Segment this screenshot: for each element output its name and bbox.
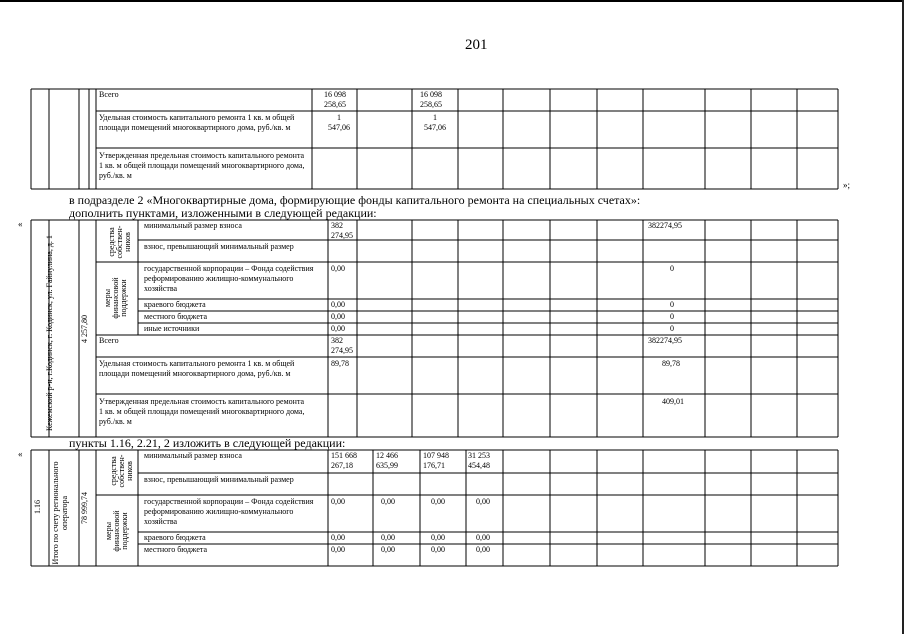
table1-row-total-c2: 16 098 258,65 xyxy=(420,90,442,109)
table2-row-min-total: 382274,95 xyxy=(648,221,682,230)
table2-row-other-total: 0 xyxy=(670,324,674,333)
table1-row-limit-cost-label: Утвержденная предельная стоимость капитального ремонта 1 кв. м общей площади помещений многоквартирного дома, руб./кв. м xyxy=(99,151,305,180)
table2-row-total-total: 382274,95 xyxy=(648,336,682,345)
table2-row-total-label: Всего xyxy=(99,336,119,345)
table3-group-support: меры финансовой поддержки xyxy=(104,510,129,552)
table2-group-support: меры финансовой поддержки xyxy=(103,277,128,319)
table2-row-local-c1: 0,00 xyxy=(331,312,345,321)
table3-row-regional-c3: 0,00 xyxy=(431,533,445,542)
table3-row-fund-label: государственной корпорации – Фонда содействия реформированию жилищно-коммунального хозяйства xyxy=(144,497,314,526)
items-heading: пункты 1.16, 2.21, 2 изложить в следующей редакции: xyxy=(69,436,346,450)
table2-row-limit-cost-label: Утвержденная предельная стоимость капитального ремонта 1 кв. м общей площади помещений многоквартирного дома, руб./кв. м xyxy=(99,397,305,426)
table3-open-mark: « xyxy=(18,449,23,459)
table2-group-owners: средства собствен-ников xyxy=(107,225,132,259)
table2-row-limit-cost-total: 409,01 xyxy=(662,397,684,406)
table1-row-unit-cost-c1: 1 547,06 xyxy=(328,113,350,132)
table2-row-min-label: минимальный размер взноса xyxy=(144,221,242,230)
table3-row-regional-c4: 0,00 xyxy=(476,533,490,542)
table2-row-extra-label: взнос, превышающий минимальный размер xyxy=(144,242,294,251)
table3-row-local-label: местного бюджета xyxy=(144,545,208,554)
section2-subheading: дополнить пунктами, изложенными в следующей редакции: xyxy=(69,206,377,220)
table2-area: 4 257,80 xyxy=(80,315,89,343)
table3-row-min-c1: 151 668 267,18 xyxy=(331,451,357,470)
table2-row-regional-total: 0 xyxy=(670,300,674,309)
table3-item-no: 1.16 xyxy=(33,500,42,514)
table1-row-unit-cost-label: Удельная стоимость капитального ремонта 1 кв. м общей площади помещений многоквартирного дома, руб./кв. м xyxy=(99,113,295,132)
table2-row-other-label: иные источники xyxy=(144,324,200,333)
table2-row-total-c1: 382 274,95 xyxy=(331,336,353,355)
table2-row-local-total: 0 xyxy=(670,312,674,321)
table3-row-min-label: минимальный размер взноса xyxy=(144,451,242,460)
page-number: 201 xyxy=(465,37,488,53)
table3-row-min-c2: 12 466 635,99 xyxy=(376,451,398,470)
table1-row-total-c1: 16 098 258,65 xyxy=(324,90,346,109)
table1-end-mark: »; xyxy=(843,180,851,190)
table3-area: 78 999,74 xyxy=(80,492,89,524)
table3-row-regional-c2: 0,00 xyxy=(381,533,395,542)
table3-group-owners: средства собствен-ников xyxy=(109,454,134,488)
table2-row-fund-c1: 0,00 xyxy=(331,264,345,273)
table3-row-fund-c3: 0,00 xyxy=(431,497,445,506)
table3-row-local-c1: 0,00 xyxy=(331,545,345,554)
table2-row-regional-label: краевого бюджета xyxy=(144,300,206,309)
table3-row-regional-c1: 0,00 xyxy=(331,533,345,542)
table2-row-unit-cost-total: 89,78 xyxy=(662,359,680,368)
table3-row-min-c3: 107 948 176,71 xyxy=(423,451,449,470)
table2-row-unit-cost-label: Удельная стоимость капитального ремонта 1 кв. м общей площади помещений многоквартирного дома, руб./кв. м xyxy=(99,359,295,378)
table3-total-label: Итого по счету регионального оператора xyxy=(51,461,69,565)
table3-row-fund-c2: 0,00 xyxy=(381,497,395,506)
table3-row-fund-c4: 0,00 xyxy=(476,497,490,506)
table2-row-regional-c1: 0,00 xyxy=(331,300,345,309)
table2-row-other-c1: 0,00 xyxy=(331,324,345,333)
table2-row-local-label: местного бюджета xyxy=(144,312,208,321)
table2-row-min-c1: 382 274,95 xyxy=(331,221,353,240)
table2-address: Кежемский р-н, г.Кодинск, г. Кодинск, ул. Гайнулина, д. 1 xyxy=(45,235,54,431)
table1-row-unit-cost-c2: 1 547,06 xyxy=(424,113,446,132)
table2-open-mark: « xyxy=(18,219,23,229)
table3-row-regional-label: краевого бюджета xyxy=(144,533,206,542)
table2-row-fund-label: государственной корпорации – Фонда содействия реформированию жилищно-коммунального хозяйства xyxy=(144,264,314,293)
table3-row-local-c4: 0,00 xyxy=(476,545,490,554)
table3-row-extra-label: взнос, превышающий минимальный размер xyxy=(144,475,294,484)
table3-row-fund-c1: 0,00 xyxy=(331,497,345,506)
table2-row-unit-cost-c1: 89,78 xyxy=(331,359,349,368)
table2-row-fund-total: 0 xyxy=(670,264,674,273)
table1-row-total-label: Всего xyxy=(99,90,119,99)
table3-row-min-c4: 31 253 454,48 xyxy=(468,451,490,470)
table3-row-local-c2: 0,00 xyxy=(381,545,395,554)
section2-heading: в подразделе 2 «Многоквартирные дома, формирующие фонды капитального ремонта на специальных счетах»: xyxy=(69,193,641,207)
table3-row-local-c3: 0,00 xyxy=(431,545,445,554)
